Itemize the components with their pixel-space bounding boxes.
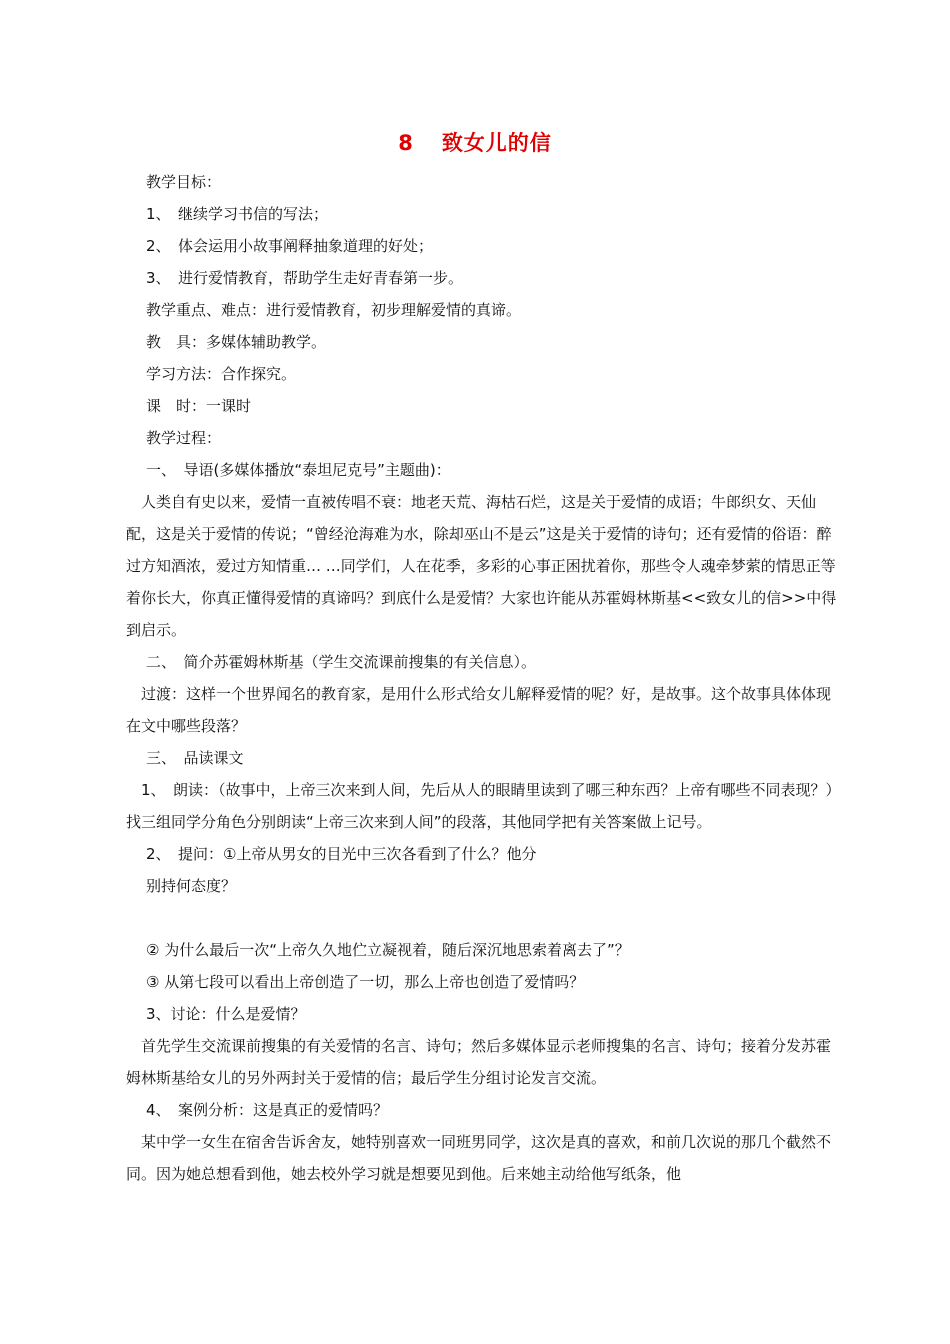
blank-line — [126, 902, 838, 934]
paragraph: 一、 导语(多媒体播放“泰坦尼克号”主题曲)： — [146, 461, 451, 479]
paragraph: ② 为什么最后一次“上帝久久地伫立凝视着，随后深沉地思索着离去了”？ — [146, 941, 630, 959]
paragraph: 1、 朗读：（故事中，上帝三次来到人间，先后从人的眼睛里读到了哪三种东西？上帝有哪些不同表现？）找三组同学分角色分别朗读“上帝三次来到人间”的段落，其他同学把有关答案做上记号。 — [126, 781, 834, 831]
paragraph: 2、 提问：①上帝从男女的目光中三次各看到了什么？他分 — [146, 845, 537, 863]
paragraph: 别持何态度？ — [146, 877, 237, 895]
document-title — [0, 127, 950, 157]
paragraph: 首先学生交流课前搜集的有关爱情的名言、诗句；然后多媒体显示老师搜集的名言、诗句；接着分发苏霍姆林斯基给女儿的另外两封关于爱情的信；最后学生分组讨论发言交流。 — [126, 1037, 832, 1087]
paragraph: 2、 体会运用小故事阐释抽象道理的好处； — [146, 237, 434, 255]
paragraph: 4、 案例分析：这是真正的爱情吗？ — [146, 1101, 389, 1119]
paragraph: 教学目标： — [146, 173, 222, 191]
paragraph: 1、 继续学习书信的写法； — [146, 205, 329, 223]
lesson-title: 致女儿的信 — [441, 131, 552, 155]
paragraph: 三、 品读课文 — [146, 749, 244, 767]
paragraph: 课 时：一课时 — [146, 397, 252, 415]
paragraph: 某中学一女生在宿舍告诉舍友，她特别喜欢一同班男同学，这次是真的喜欢，和前几次说的那几个截然不同。因为她总想看到他，她去校外学习就是想要见到他。后来她主动给他写纸条，他 — [126, 1133, 832, 1183]
paragraph: 教 具：多媒体辅助教学。 — [146, 333, 327, 351]
lesson-number: 8 — [398, 131, 414, 155]
paragraph: 过渡：这样一个世界闻名的教育家，是用什么形式给女儿解释爱情的呢？好，是故事。这个故事具体体现在文中哪些段落？ — [126, 685, 832, 735]
paragraph: 3、 进行爱情教育，帮助学生走好青春第一步。 — [146, 269, 464, 287]
paragraph: 3、讨论：什么是爱情？ — [146, 1005, 306, 1023]
paragraph: 学习方法：合作探究。 — [146, 365, 297, 383]
paragraph: ③ 从第七段可以看出上帝创造了一切，那么上帝也创造了爱情吗？ — [146, 973, 585, 991]
paragraph: 教学过程： — [146, 429, 222, 447]
paragraph: 教学重点、难点：进行爱情教育，初步理解爱情的真谛。 — [146, 301, 522, 319]
paragraph: 二、 简介苏霍姆林斯基（学生交流课前搜集的有关信息）。 — [146, 653, 537, 671]
document-body — [126, 166, 838, 1190]
paragraph: 人类自有史以来，爱情一直被传唱不衰：地老天荒、海枯石烂，这是关于爱情的成语；牛郎织女、天仙配，这是关于爱情的传说；“曾经沧海难为水，除却巫山不是云”这是关于爱情的诗句；还有爱情的俗语：醉过方知酒浓，爱过方知情重… …同学们，人在花季，多彩的心事正困扰着你，那些令人魂牵梦萦的情思正等着你长大，你真正懂得爱情的真谛吗？到底什么是爱情？大家也许能从苏霍姆林斯基<<致女儿的信>>中得到启示。 — [126, 493, 837, 639]
